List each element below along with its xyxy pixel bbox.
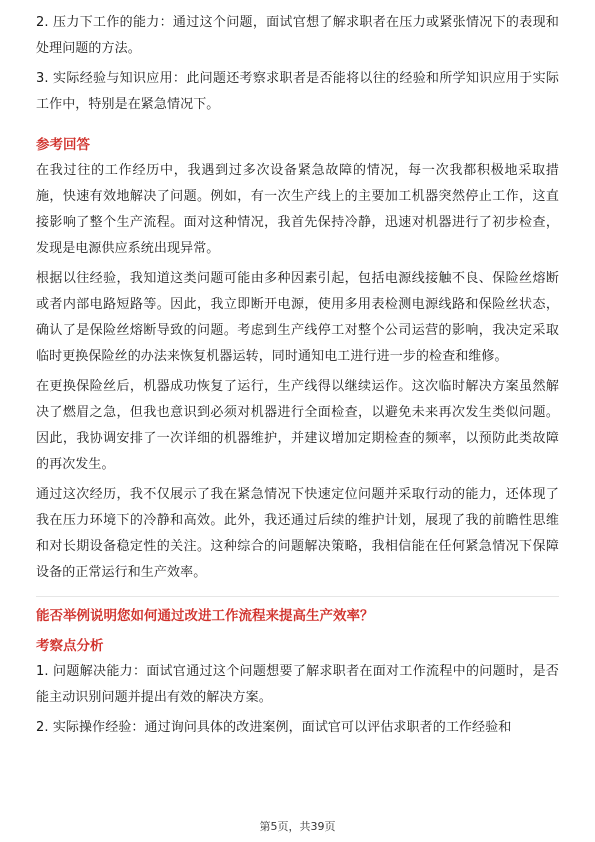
- answer-paragraph-1: 在我过往的工作经历中，我遇到过多次设备紧急故障的情况，每一次我都积极地采取措施，快速有效地解决了问题。例如，有一次生产线上的主要加工机器突然停止工作，这直接影响了整个生产流程。面对这种情况，我首先保持冷静，迅速对机器进行了初步检查，发现是电源供应系统出现异常。: [36, 163, 559, 256]
- answer-paragraph-4: 通过这次经历，我不仅展示了我在紧急情况下快速定位问题并采取行动的能力，还体现了我在压力环境下的冷静和高效。此外，我还通过后续的维护计划，展现了我的前瞻性思维和对长期设备稳定性的关注。这种综合的问题解决策略，我相信能在任何紧急情况下保障设备的正常运行和生产效率。: [36, 487, 559, 580]
- page-content: [36, 10, 559, 741]
- question-title: 能否举例说明您如何通过改进工作流程来提高生产效率？: [36, 608, 374, 624]
- analysis-point-2: 2. 实际操作经验：通过询问具体的改进案例，面试官可以评估求职者的工作经验和: [36, 720, 512, 735]
- intro-point-3: 3. 实际经验与知识应用：此问题还考察求职者是否能将以往的经验和所学知识应用于实际工作中，特别是在紧急情况下。: [36, 71, 559, 112]
- page-number-footer: 第5页，共39页: [259, 820, 336, 833]
- answer-heading: 参考回答: [36, 137, 90, 153]
- answer-paragraph-3: 在更换保险丝后，机器成功恢复了运行，生产线得以继续运作。这次临时解决方案虽然解决了燃眉之急，但我也意识到必须对机器进行全面检查，以避免未来再次发生类似问题。因此，我协调安排了一次详细的机器维护，并建议增加定期检查的频率，以预防此类故障的再次发生。: [36, 379, 559, 472]
- section-divider: [36, 596, 559, 597]
- analysis-point-1: 1. 问题解决能力：面试官通过这个问题想要了解求职者在面对工作流程中的问题时，是否能主动识别问题并提出有效的解决方案。: [36, 664, 559, 705]
- answer-paragraph-2: 根据以往经验，我知道这类问题可能由多种因素引起，包括电源线接触不良、保险丝熔断或者内部电路短路等。因此，我立即断开电源，使用多用表检测电源线路和保险丝状态，确认了是保险丝熔断导致的问题。考虑到生产线停工对整个公司运营的影响，我决定采取临时更换保险丝的办法来恢复机器运转，同时通知电工进行进一步的检查和维修。: [36, 271, 559, 364]
- analysis-heading: 考察点分析: [36, 638, 104, 654]
- intro-point-2: 2. 压力下工作的能力：通过这个问题，面试官想了解求职者在压力或紧张情况下的表现和处理问题的方法。: [36, 15, 559, 56]
